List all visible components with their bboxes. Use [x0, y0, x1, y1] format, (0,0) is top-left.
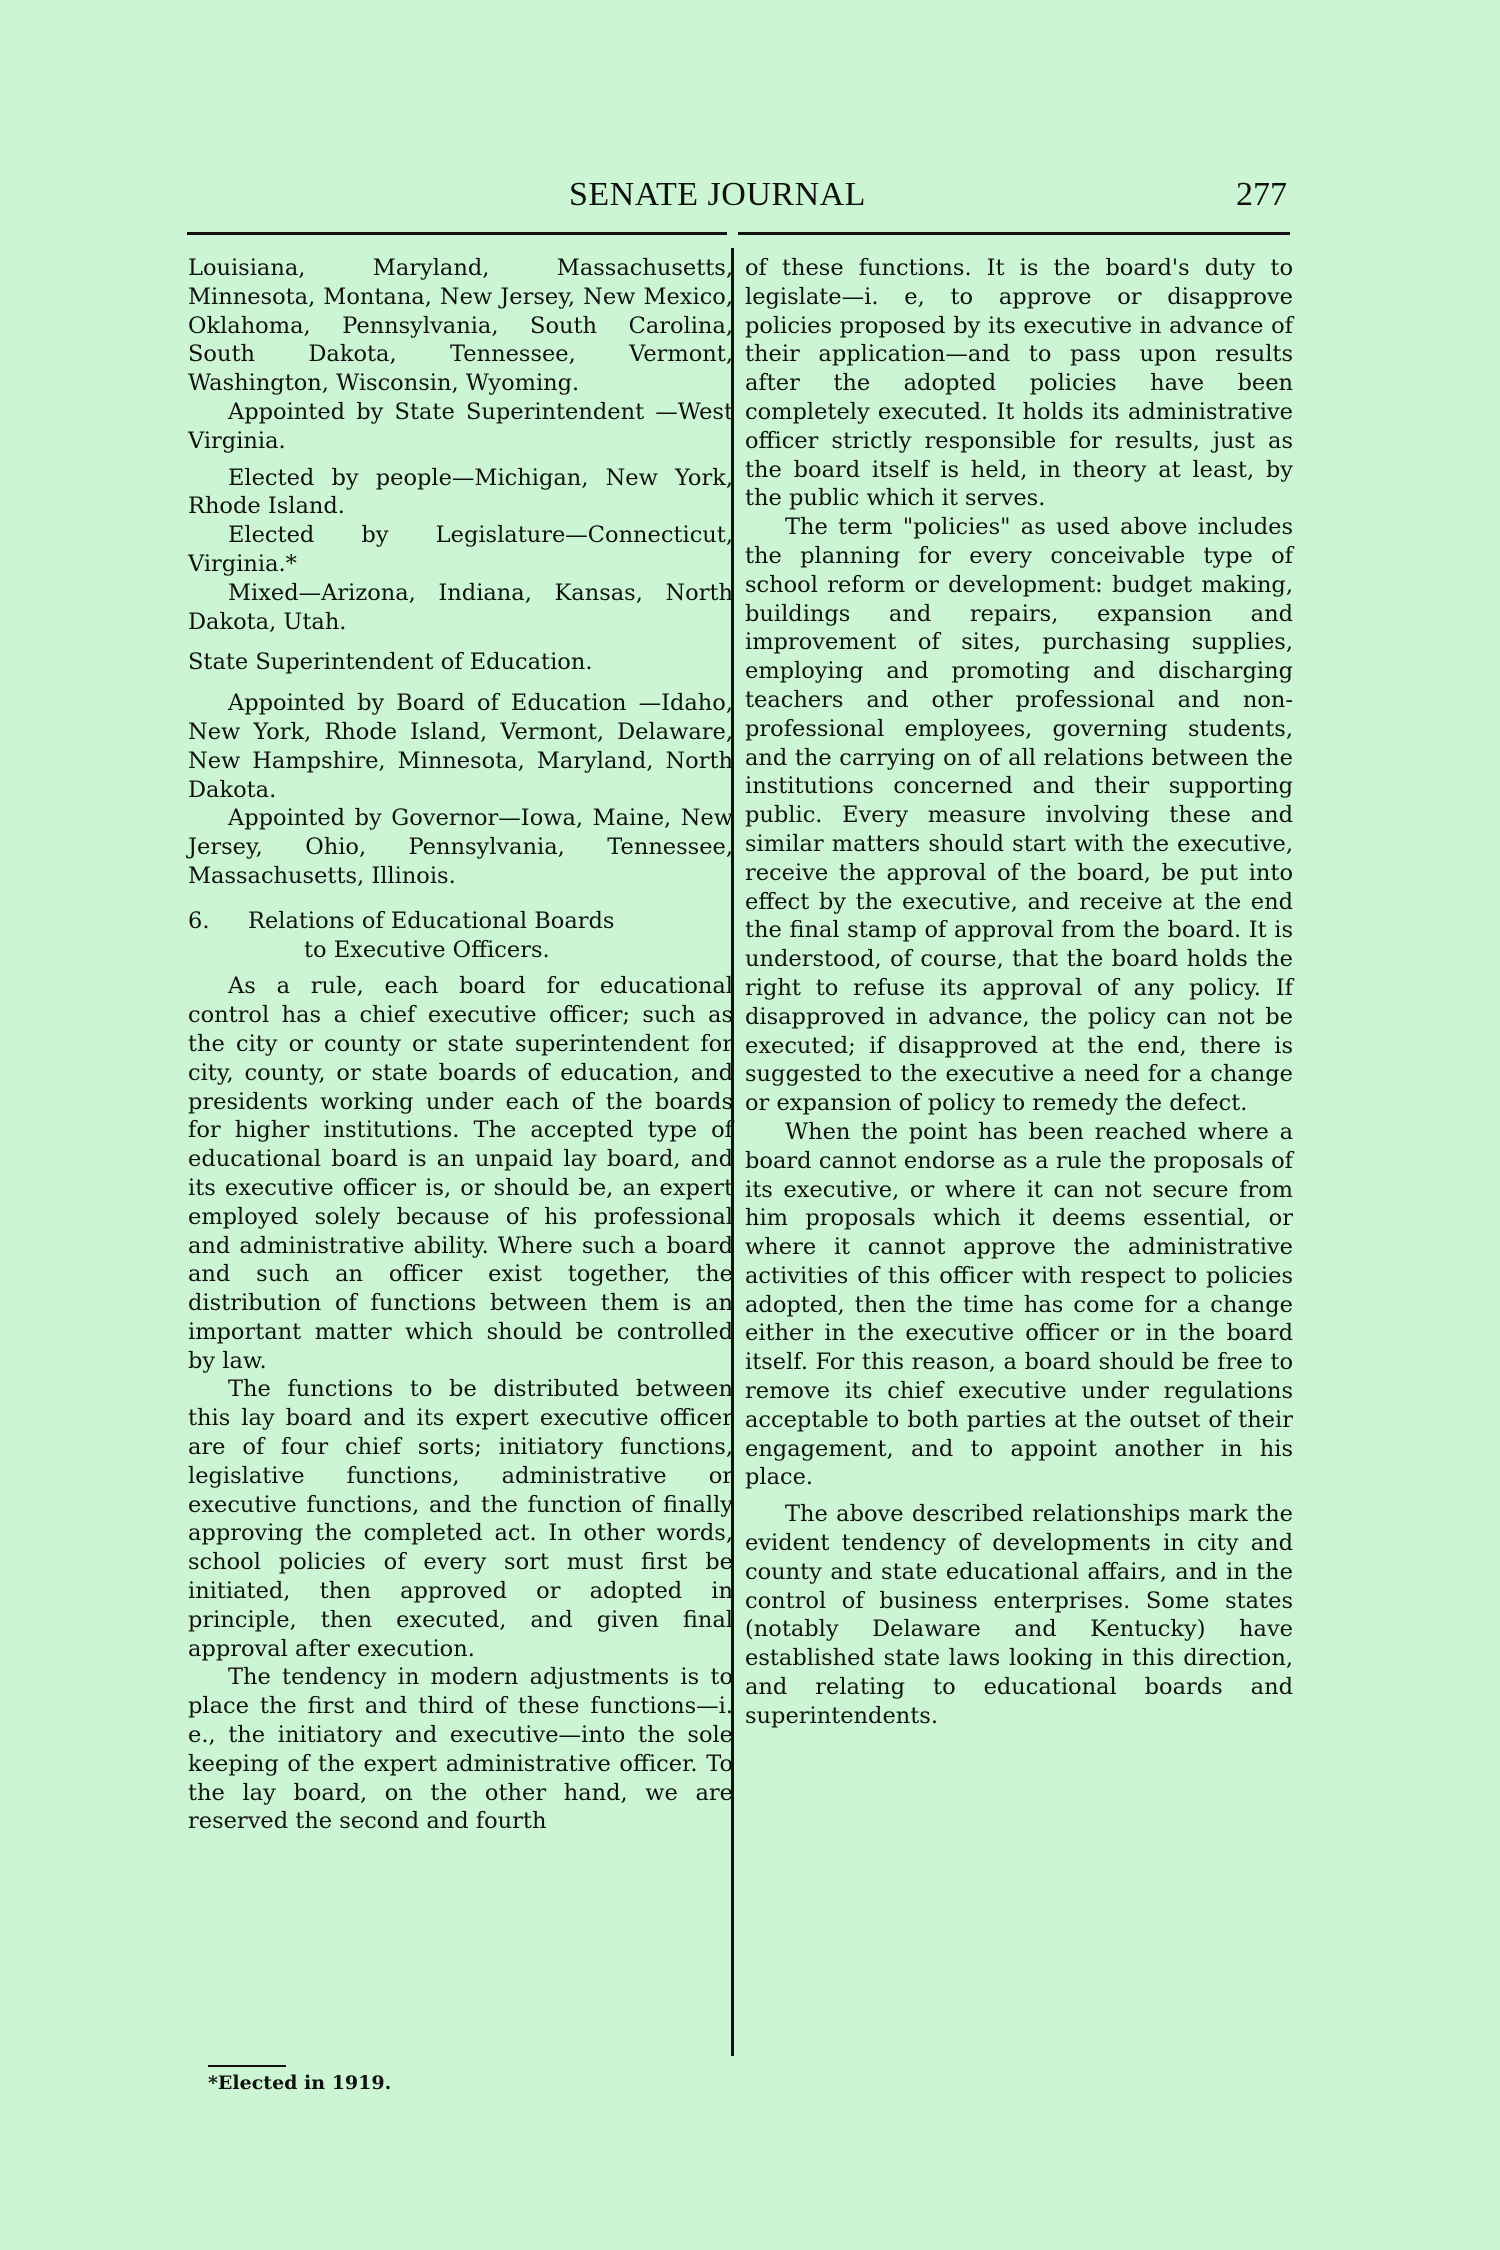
footnote: *Elected in 1919.: [208, 2072, 392, 2094]
paragraph: Louisiana, Maryland, Massachusetts, Minnesota, Montana, New Jersey, New Mexico, Oklahoma, Pennsylvania, South Carolina, South Dakota, Tennessee, Vermont, Washington, Wisconsin, Wyoming.: [188, 255, 733, 397]
paragraph: Elected by Legislature—Connecticut, Virginia.*: [188, 522, 733, 577]
paragraph: of these functions. It is the board's duty to legislate—i. e, to approve or disapprove policies proposed by its executive in advance of their application—and to pass upon results after the adopted policies have been completely executed. It holds its administrative officer strictly responsible for results, just as the board itself is held, in theory at least, by the public which it serves.: [745, 255, 1293, 512]
page-number: 277: [1236, 176, 1287, 213]
footnote-rule: [208, 2065, 286, 2067]
paragraph: When the point has been reached where a board cannot endorse as a rule the proposals of its executive, or where it can not secure from him proposals which it deems essential, or where it cannot approve the administrative activities of this officer with respect to policies adopted, then the time has come for a change either in the executive officer or in the board itself. For this reason, a board should be free to remove its chief executive under regulations acceptable to both parties at the outset of their engagement, and to appoint another in his place.: [745, 1118, 1293, 1491]
paragraph: The tendency in modern adjustments is to place the first and third of these functions—i. e., the initiatory and executive—into the sole keeping of the expert administrative officer. To the lay board, on the other hand, we are reserved the second and fourth: [188, 1664, 733, 1835]
paragraph: As a rule, each board for educational control has a chief executive officer; such as the city or county or state superintendent for city, county, or state boards of education, and presidents working under each of the boards for higher institutions. The accepted type of educational board is an unpaid lay board, and its executive officer is, or should be, an expert employed solely because of his professional and administrative ability. Where such a board and such an officer exist together, the distribution of functions between them is an important matter which should be controlled by law.: [188, 973, 733, 1374]
section-heading: [188, 907, 733, 965]
section-title: [248, 907, 733, 965]
section-title-line: to Executive Officers.: [304, 936, 550, 963]
paragraph: Mixed—Arizona, Indiana, Kansas, North Dakota, Utah.: [188, 579, 733, 635]
paragraph: The functions to be distributed between this lay board and its expert executive officer are of four chief sorts; initiatory functions, legislative functions, administrative or executive functions, and the function of finally approving the completed act. In other words, school policies of every sort must first be initiated, then approved or adopted in principle, then executed, and given final approval after execution.: [188, 1376, 733, 1662]
header-rule-right: [738, 232, 1290, 235]
header-rule-left: [187, 232, 727, 235]
running-head: SENATE JOURNAL: [569, 176, 866, 213]
section-title-line: Relations of Educational Boards: [248, 907, 615, 934]
paragraph: The term "policies" as used above includes the planning for every conceivable type of school reform or development: budget making, buildings and repairs, expansion and improvement of sites, purchasing supplies, employing and promoting and discharging teachers and other professional and non-professional employees, governing students, and the carrying on of all relations between the institutions concerned and their supporting public. Every measure involving these and similar matters should start with the executive, receive the approval of the board, be put into effect by the executive, and receive at the end the final stamp of approval from the board. It is understood, of course, that the board holds the right to refuse its approval of any policy. If disapproved in advance, the policy can not be executed; if disapproved at the end, there is suggested to the executive a need for a change or expansion of policy to remedy the defect.: [745, 514, 1293, 1117]
subheading: State Superintendent of Education.: [188, 649, 593, 676]
section-number: 6.: [188, 907, 210, 934]
paragraph: Appointed by State Superintendent —West Virginia.: [188, 398, 733, 454]
paragraph: Appointed by Governor—Iowa, Maine, New Jersey, Ohio, Pennsylvania, Tennessee, Massachusetts, Illinois.: [188, 805, 733, 889]
paragraph: Elected by people—Michigan, New York, Rhode Island.: [188, 464, 733, 520]
paragraph: The above described relationships mark the evident tendency of developments in city and county and state educational affairs, and in the control of business enterprises. Some states (notably Delaware and Kentucky) have established state laws looking in this direction, and relating to educational boards and superintendents.: [745, 1501, 1293, 1729]
right-column: [745, 254, 1293, 1731]
left-column: [188, 254, 733, 1836]
page-header: [187, 176, 1287, 218]
paragraph: Appointed by Board of Education —Idaho, New York, Rhode Island, Vermont, Delaware, New Hampshire, Minnesota, Maryland, North Dakota.: [188, 690, 733, 803]
